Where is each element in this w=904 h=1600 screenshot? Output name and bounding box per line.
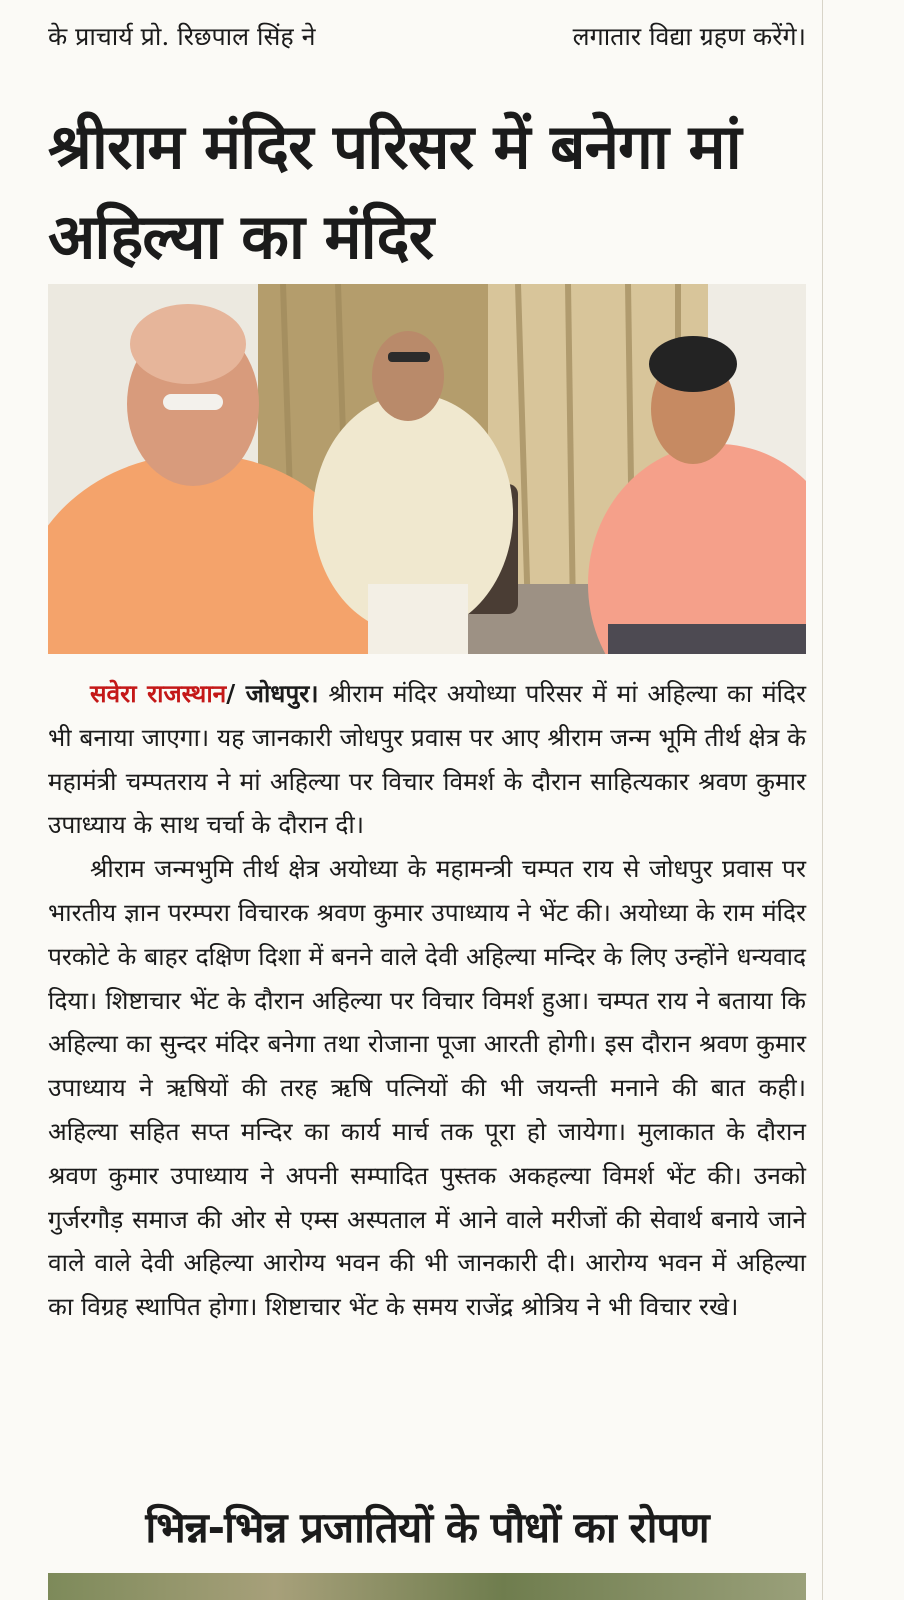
article-photo <box>48 284 806 654</box>
byline-source: सवेरा राजस्थान <box>90 679 227 708</box>
paragraph-1-text: श्रीराम मंदिर अयोध्या परिसर में मां अहिल्या का मंदिर भी बनाया जाएगा। यह जानकारी जोधपुर प्रवास पर आए श्रीराम जन्म भूमि तीर्थ क्षेत्र के महामंत्री चम्पतराय ने मां अहिल्या पर विचार विमर्श के दौरान साहित्यकार श्रवण कुमार उपाध्याय के साथ चर्चा के दौरान दी। <box>48 679 806 840</box>
article-body <box>48 672 806 1329</box>
photo-illustration <box>48 284 806 654</box>
byline-city: / जोधपुर। <box>226 679 319 708</box>
article-paragraph-2: श्रीराम जन्मभुमि तीर्थ क्षेत्र अयोध्या के महामन्त्री चम्पत राय से जोधपुर प्रवास पर भारतीय ज्ञान परम्परा विचारक श्रवण कुमार उपाध्याय ने भेंट की। अयोध्या के राम मंदिर परकोटे के बाहर दक्षिण दिशा में बनने वाले देवी अहिल्या मन्दिर के लिए उन्होंने धन्यवाद दिया। शिष्टाचार भेंट के दौरान अहिल्या पर विचार विमर्श हुआ। चम्पत राय ने बताया कि अहिल्या का सुन्दर मंदिर बनेगा तथा रोजाना पूजा आरती होगी। इस दौरान श्रवण कुमार उपाध्याय ने ऋषियों की तरह ऋषि पत्नियों की भी जयन्ती मनाने की बात कही। अहिल्या सहित सप्त मन्दिर का कार्य मार्च तक पूरा हो जायेगा। मुलाकात के दौरान श्रवण कुमार उपाध्याय ने अपनी सम्पादित पुस्तक अकहल्या विमर्श भेंट की। उनको गुर्जरगौड़ समाज की ओर से एम्स अस्पताल में आने वाले मरीजों की सेवार्थ बनाये जाने वाले वाले देवी अहिल्या आरोग्य भवन की भी जानकारी दी। आरोग्य भवन में अहिल्या का विग्रह स्थापित होगा। शिष्टाचार भेंट के समय राजेंद्र श्रोत्रिय ने भी विचार रखे। <box>48 854 806 1322</box>
previous-article-tail <box>48 22 806 52</box>
article-paragraph-1 <box>48 672 806 847</box>
next-article-headline: भिन्न-भिन्न प्रजातियों के पौधों का रोपण <box>145 1503 709 1552</box>
article-headline: श्रीराम मंदिर परिसर में बनेगा मां अहिल्या का मंदिर <box>48 110 741 273</box>
column-divider <box>822 0 823 1600</box>
previous-article-left-fragment: के प्राचार्य प्रो. रिछपाल सिंह ने <box>48 22 316 51</box>
previous-article-right-fragment: लगातार विद्या ग्रहण करेंगे। <box>572 22 806 51</box>
next-article-photo <box>48 1573 806 1600</box>
